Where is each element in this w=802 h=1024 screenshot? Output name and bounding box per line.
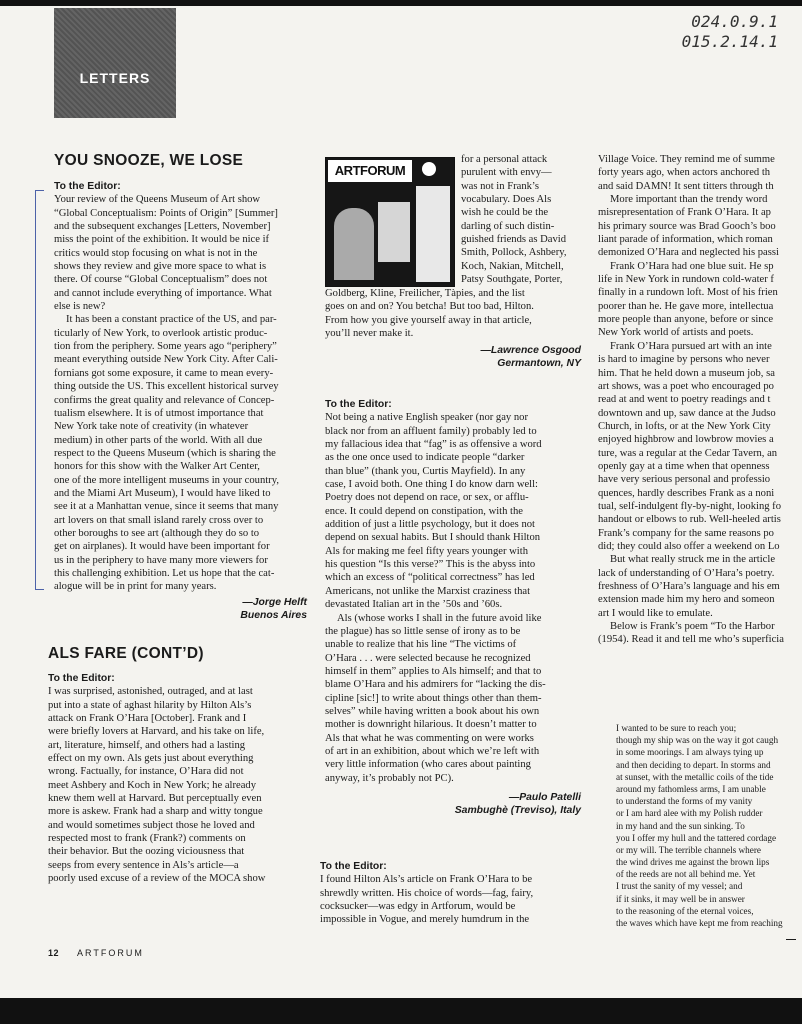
letter-3	[325, 398, 581, 817]
section-label: LETTERS	[79, 70, 151, 86]
text-line: life in New York in rundown cold-water f	[598, 274, 774, 286]
text-line: openly gay at a time when that openness	[598, 460, 770, 472]
text-line: addition of just a little psychology, but it does not	[325, 519, 535, 531]
text-line: and the subsequent exchanges [Letters, November]	[54, 221, 271, 233]
text-line: read at and went to poetry readings and t	[598, 394, 771, 406]
text-line: see it at a Manhattan venue, since it seems that many	[54, 501, 279, 513]
letter-2	[48, 672, 306, 886]
page-footer	[48, 948, 144, 958]
text-line: liant parade of information, which roman	[598, 234, 773, 246]
text-line: and then deciding to depart. In storms and	[616, 759, 771, 770]
text-line: or I am hard alee with my Polish rudder	[616, 808, 763, 819]
text-line: other boroughs to see art (although they do so to	[54, 527, 260, 539]
text-line: selves” while having written a book about his own	[325, 705, 540, 717]
letter-4-body-cont	[598, 153, 802, 647]
bottom-edge-bar	[0, 998, 802, 1024]
text-line: lack of understanding of O’Hara’s poetry.	[598, 567, 775, 579]
text-line: cipline [sic!] to write about things other than them-	[325, 692, 542, 704]
cover-circle-icon	[422, 162, 436, 176]
text-line: is hard to imagine by persons who never	[598, 354, 770, 366]
text-line: himself in them” applies to Als himself; and that to	[325, 665, 542, 677]
section-badge	[54, 8, 176, 118]
text-line: in some moorings. I am always tying up	[616, 747, 764, 758]
text-line: demonized O’Hara and neglected his passi	[598, 247, 779, 259]
text-line: of the reeds are not all behind me. Yet	[616, 869, 756, 880]
text-line: unable to realize that his line “The victims of	[325, 639, 517, 651]
page-number: 12	[48, 948, 60, 958]
letter-2-body	[48, 685, 306, 885]
text-line: the waves which have kept me from reaching	[616, 918, 783, 928]
text-line: and said DAMN! It sent titters through th	[598, 180, 774, 192]
to-editor-label: To the Editor:	[320, 861, 387, 872]
text-line: devastated Italian art in the ’50s and ’60s.	[325, 599, 503, 611]
text-line: art shows, was a poet who encouraged po	[598, 380, 774, 392]
text-line: respected most to frank (Frank?) comments on	[48, 833, 246, 845]
letter-4	[320, 860, 582, 927]
text-line: and cannot include everything of importance. What	[54, 287, 272, 299]
letter-2-continued	[325, 287, 581, 370]
signature-name: —Lawrence Osgood	[480, 345, 581, 357]
text-line: their behavior. But the oozing viciousness that	[48, 846, 245, 858]
letter-3-body	[325, 411, 581, 785]
text-line: ence. It could depend on constipation, with the	[325, 505, 523, 517]
text-line: extension made him my hero and someon	[598, 594, 775, 606]
letter-1	[54, 180, 307, 622]
letter-2-body-cont	[325, 287, 581, 340]
text-line: miss the point of the exhibition. It would be nice if	[54, 234, 270, 246]
text-line: the plague) has so little sense of irony as to be	[325, 625, 521, 637]
text-line: us in the periphery to have many more viewers for	[54, 554, 268, 566]
heading-als-fare: ALS FARE (CONT’D)	[48, 645, 204, 662]
handwritten-note	[628, 12, 778, 52]
text-line: More important than the trendy word	[610, 194, 768, 206]
signature-place: Germantown, NY	[497, 358, 581, 370]
artforum-cover-image	[325, 157, 455, 287]
cover-window	[378, 202, 410, 262]
text-line: fornians got some exposure, it came to mean every-	[54, 367, 274, 379]
text-line: O’Hara . . . were selected because he recognized	[325, 652, 531, 664]
text-line: New York take note of creativity (in whatever	[54, 421, 249, 433]
signature-name: —Paulo Patelli	[508, 791, 581, 803]
to-editor-label: To the Editor:	[325, 399, 392, 410]
text-line: attack on Frank O’Hara [October]. Frank and I	[48, 713, 247, 725]
cover-figure-silhouette	[334, 208, 374, 280]
text-line: handout or elbows to rub. Well-heeled artis	[598, 514, 781, 526]
margin-bracket-mark	[35, 190, 44, 590]
text-line: downtown and up, saw dance at the Judso	[598, 407, 776, 419]
heading-you-snooze: YOU SNOOZE, WE LOSE	[54, 152, 244, 169]
text-line: or my will. The terrible channels where	[616, 844, 761, 855]
text-line: more people than anyone, before or since	[598, 314, 774, 326]
text-line: critics would stop focusing on what is not in the	[54, 247, 258, 259]
to-editor-label: To the Editor:	[48, 673, 115, 684]
text-line: shows they review and give more space to what is	[54, 261, 267, 273]
text-line: more is askew. Frank had a sharp and witty tongue	[48, 806, 263, 818]
text-line: meet Ashbery and Koch in New York; he already	[48, 779, 256, 791]
magazine-name: ARTFORUM	[77, 948, 144, 958]
text-line: you I offer my hull and the tattered cordage	[616, 832, 777, 843]
text-line: very little information (who cares about painting	[325, 759, 531, 771]
to-editor-label: To the Editor:	[54, 181, 121, 192]
text-line: blame O’Hara and his admirers for “lacking the dis-	[325, 679, 546, 691]
text-line: of art in an exhibition, about which we’re left with	[325, 745, 540, 757]
text-line: forty years ago, when actors anchored th	[598, 167, 771, 179]
text-line: misrepresentation of Frank O’Hara. It ap	[598, 207, 771, 219]
text-line: Patsy Southgate, Porter,	[461, 274, 563, 286]
text-line: else is new?	[54, 301, 106, 313]
trailing-dash: —	[786, 934, 796, 945]
text-line: art lovers on that small island rarely cross over to	[54, 514, 264, 526]
signature-place: Buenos Aires	[240, 609, 307, 621]
text-line: thing outside the US. This excellent historical survey	[54, 381, 279, 393]
text-line: quences, hardly describes Frank as a noni	[598, 487, 775, 499]
text-line: wish he could be the	[461, 207, 549, 219]
text-line: the wind drives me against the brown lips	[616, 857, 770, 868]
text-line: Koch, Nakian, Mitchell,	[461, 260, 564, 272]
text-line: though my ship was on the way it got caugh	[616, 735, 779, 746]
text-line: ture, was a regular at the Cedar Tavern, an	[598, 447, 778, 459]
text-line: Frank O’Hara pursued art with an inte	[610, 340, 772, 352]
text-line: him. That he held down a museum job, sa	[598, 367, 775, 379]
text-line: effect on my own. Als gets just about everything	[48, 753, 254, 765]
poem-to-the-harbor	[616, 722, 802, 928]
cover-title: ARTFORUM	[328, 160, 412, 182]
text-line: goes on and on? You betcha! But too bad, Hilton.	[325, 301, 534, 313]
text-line: shrewdly written. His choice of words—fag, fairy,	[320, 887, 534, 899]
text-line: to understand the forms of my vanity	[616, 796, 753, 807]
text-line: poorly used excuse of a review of the MOCA show	[48, 873, 266, 885]
text-line: “Global Conceptualism: Points of Origin” [Summer]	[54, 207, 278, 219]
text-line: Americans, not unlike the Marxist craziness that	[325, 585, 531, 597]
text-line: case, I avoid both. One thing I do know darn well:	[325, 479, 539, 491]
letter-4-body	[320, 873, 582, 926]
handwritten-line: 015.2.14.1	[681, 32, 778, 51]
text-line: impossible in Vogue, and merely humdrum in the	[320, 914, 530, 926]
top-edge-bar	[0, 0, 802, 6]
text-line: mother is downright hilarious. It doesn’t matter to	[325, 719, 537, 731]
text-line: which an excess of “political correctness” has led	[325, 572, 535, 584]
text-line: I trust the sanity of my vessel; and	[616, 881, 743, 892]
text-line: wrong. Factually, for instance, O’Hara did not	[48, 766, 244, 778]
text-line: respect to the Queens Museum (which is sharing the	[54, 447, 276, 459]
text-line: enjoyed highbrow and lowbrow movies a	[598, 434, 774, 446]
text-line: I wanted to be sure to reach you;	[616, 723, 737, 733]
handwritten-line: 024.0.9.1	[691, 12, 778, 31]
text-line: than blue” (thank you, Curtis Mayfield). In any	[325, 465, 526, 477]
text-line: purulent with envy—	[461, 167, 552, 179]
text-line: seeps from every sentence in Als’s article—a	[48, 859, 239, 871]
text-line: around my fathomless arms, I am unable	[616, 783, 766, 794]
text-line: get on airplanes). It would have been important for	[54, 541, 270, 553]
signature-name: —Jorge Helft	[242, 596, 307, 608]
text-line: if it sinks, it may well be in answer	[616, 893, 745, 904]
text-line: But what really struck me in the article	[610, 554, 776, 566]
text-line: to the reasoning of the eternal voices,	[616, 905, 754, 916]
text-line: did; they could also offer a weekend on Lo	[598, 540, 780, 552]
text-line: for a personal attack	[461, 154, 548, 165]
text-line: confirms the great quality and relevance of Concep-	[54, 394, 275, 406]
text-line: anyway, it’s probably not PC).	[325, 772, 454, 784]
text-line: poorer than he. He gave more, intellectua	[598, 300, 774, 312]
text-line: Your review of the Queens Museum of Art show	[54, 194, 261, 206]
text-line: there. Of course “Global Conceptualism” does not	[54, 274, 268, 286]
text-line: art I would like to emulate.	[598, 607, 713, 619]
text-line: art, literature, himself, and others had a lasting	[48, 739, 246, 751]
text-line: Als for making me feel fifty years younger with	[325, 545, 528, 557]
poem-lines	[616, 722, 802, 928]
text-line: and the Miami Art Museum), I would have liked to	[54, 487, 271, 499]
text-line: Poetry does not depend on race, or sex, or afflu-	[325, 492, 529, 504]
text-line: freshness of O’Hara’s language and his em	[598, 581, 780, 592]
signature-place: Sambughè (Treviso), Italy	[454, 804, 581, 816]
text-line: in my hand and the sun sinking. To	[616, 820, 745, 831]
text-line: depend on sexual habits. But I should thank Hilton	[325, 532, 541, 544]
text-line: Goldberg, Kline, Freilicher, Tàpies, and the list	[325, 288, 525, 299]
text-line: black nor from an affluent family) probably led to	[325, 425, 537, 437]
text-line: his primary source was Brad Gooch’s boo	[598, 220, 776, 232]
text-line: Village Voice. They remind me of summe	[598, 154, 775, 165]
text-line: I found Hilton Als’s article on Frank O’Hara to be	[320, 874, 533, 886]
text-line: I was surprised, astonished, outraged, and at last	[48, 686, 253, 698]
text-line: and would sometimes subject those he loved and	[48, 819, 255, 831]
text-line: It has been a constant practice of the US, and par-	[66, 314, 277, 326]
text-line: tual, self-indulgent fly-by-night, looking fo	[598, 500, 782, 512]
text-line: was not in Frank’s	[461, 180, 539, 192]
text-line: New York world of artists and poets.	[598, 327, 754, 339]
letter-1-body	[54, 193, 307, 593]
text-line: his question “Is this verse?” This is the abyss into	[325, 559, 536, 571]
text-line: you’ll never make it.	[325, 328, 414, 340]
text-line: ticularly of New York, to overlook artistic produc-	[54, 327, 268, 339]
text-line: guished friends as David	[461, 234, 567, 246]
text-line: Smith, Pollock, Ashbery,	[461, 247, 567, 259]
text-line: From how you give yourself away in that article,	[325, 314, 532, 326]
letter-4-continued	[598, 153, 802, 647]
wrap-text	[461, 153, 581, 286]
text-line: put into a state of aghast hilarity by Hilton Als’s	[48, 699, 252, 711]
text-line: have very serious personal and professio	[598, 474, 771, 486]
text-line: this challenging exhibition. Let us hope that the cat-	[54, 567, 275, 579]
text-line: tion from the periphery. Some years ago “periphery”	[54, 341, 277, 353]
text-line: meant everything outside New York City. After Cali-	[54, 354, 278, 366]
text-line: one of the more intelligent museums in your country,	[54, 474, 279, 486]
text-line: tualism elsewhere. It is of utmost importance that	[54, 407, 264, 419]
text-line: Frank O’Hara had one blue suit. He sp	[610, 260, 774, 272]
text-line: Not being a native English speaker (nor gay nor	[325, 412, 528, 424]
text-line: Frank’s company for the same reasons po	[598, 527, 774, 539]
text-line: alogue will be in print for many years.	[54, 581, 217, 593]
text-line: (1954). Read it and tell me who’s superficia	[598, 634, 784, 646]
text-line: honors for this show with the Walker Art Center,	[54, 461, 260, 473]
text-line: at sunset, with the metallic coils of the tide	[616, 771, 774, 782]
text-line: darling of such distin-	[461, 220, 555, 232]
text-line: were briefly lovers at Harvard, and his take on life,	[48, 726, 265, 738]
text-line: Below is Frank’s poem “To the Harbor	[610, 621, 775, 633]
text-line: finally in a rundown loft. Most of his frien	[598, 287, 778, 299]
text-line: Church, in lofts, or at the New York City	[598, 420, 771, 432]
text-line: Als (whose works I shall in the future avoid like	[337, 612, 542, 624]
text-line: knew them well at Harvard. But perceptually even	[48, 793, 262, 805]
text-line: vocabulary. Does Als	[461, 194, 552, 206]
letter-2-wrap	[461, 153, 581, 286]
text-line: my fallacious idea that “fag” is as offensive a word	[325, 439, 542, 451]
cover-panel	[416, 186, 450, 282]
text-line: Als that what he was commenting on were works	[325, 732, 534, 744]
text-line: medium) in other parts of the world. With all due	[54, 434, 263, 446]
text-line: as the one once used to indicate people “darker	[325, 452, 525, 464]
text-line: cocksucker—was edgy in Artforum, would be	[320, 901, 516, 913]
